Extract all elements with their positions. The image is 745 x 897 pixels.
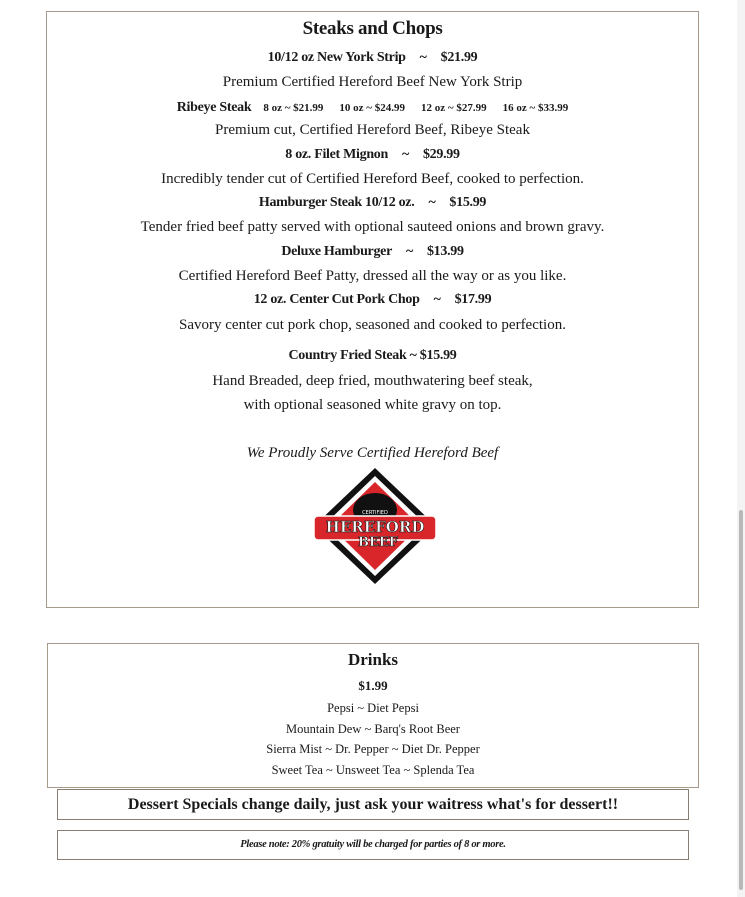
- menu-item-ny-strip: [47, 50, 698, 66]
- drinks-price: $1.99: [358, 678, 388, 693]
- gratuity-note: [57, 830, 689, 860]
- item-name: 12 oz. Center Cut Pork Chop: [253, 292, 420, 307]
- item-name: Hamburger Steak 10/12 oz.: [258, 195, 415, 210]
- tagline: We Proudly Serve Certified Hereford Beef: [246, 445, 499, 461]
- dessert-text: Dessert Specials change daily, just ask your waitress what's for dessert!!: [127, 796, 619, 813]
- item-description: Premium Certified Hereford Beef New York Strip: [222, 74, 523, 90]
- item-name: 8 oz. Filet Mignon: [285, 147, 388, 162]
- item-description: Incredibly tender cut of Certified Hereford Beef, cooked to perfection.: [161, 171, 584, 187]
- drink-row: Mountain Dew ~ Barq's Root Beer: [286, 722, 460, 736]
- item-name: 10/12 oz New York Strip: [267, 50, 406, 65]
- dessert-banner: [57, 789, 689, 820]
- menu-item-filet: [47, 147, 698, 163]
- item-name: Ribeye Steak: [176, 100, 252, 115]
- note-text: Please note: 20% gratuity will be charged for parties of 8 or more.: [240, 839, 506, 850]
- item-description: with optional seasoned white gravy on top.: [243, 397, 502, 413]
- section-title: Drinks: [347, 650, 399, 669]
- menu-item-pork-chop: [47, 292, 698, 308]
- ribeye-size-8oz: 8 oz ~ $21.99: [263, 102, 324, 114]
- item-price: $13.99: [426, 244, 464, 259]
- menu-item-ribeye: [47, 98, 698, 116]
- hereford-beef-logo: [310, 466, 440, 584]
- item-price: $15.99: [449, 195, 487, 210]
- logo-word-hereford: HEREFORD: [325, 518, 425, 536]
- item-name: Deluxe Hamburger: [281, 244, 392, 259]
- separator: ~: [428, 195, 436, 210]
- logo-top-text: CERTIFIED: [362, 510, 388, 516]
- item-price: $21.99: [440, 50, 478, 65]
- drinks-section: [47, 643, 699, 788]
- separator: ~: [402, 147, 409, 162]
- item-price: $29.99: [422, 147, 460, 162]
- drink-row: Pepsi ~ Diet Pepsi: [327, 701, 419, 715]
- separator: ~: [406, 244, 413, 259]
- drink-row: Sierra Mist ~ Dr. Pepper ~ Diet Dr. Pepper: [266, 742, 480, 756]
- menu-item-deluxe-hamburger: [47, 244, 698, 260]
- logo-word-beef: BEEF: [357, 535, 399, 550]
- item-description: Premium cut, Certified Hereford Beef, Ribeye Steak: [215, 122, 530, 138]
- item-description: Tender fried beef patty served with optional sauteed onions and brown gravy.: [140, 219, 605, 235]
- ribeye-size-12oz: 12 oz ~ $27.99: [421, 102, 487, 114]
- item-description: Savory center cut pork chop, seasoned and cooked to perfection.: [179, 317, 566, 333]
- menu-item-hamburger-steak: [47, 195, 698, 211]
- section-title: Steaks and Chops: [302, 18, 443, 39]
- item-description: Certified Hereford Beef Patty, dressed all the way or as you like.: [178, 268, 567, 284]
- ribeye-size-16oz: 16 oz ~ $33.99: [502, 102, 569, 114]
- drink-row: Sweet Tea ~ Unsweet Tea ~ Splenda Tea: [271, 763, 475, 777]
- separator: ~: [433, 292, 441, 307]
- item-description: Hand Breaded, deep fried, mouthwatering beef steak,: [212, 373, 533, 389]
- item-price: $17.99: [454, 292, 492, 307]
- menu-item-country-fried-steak: Country Fried Steak ~ $15.99: [288, 348, 457, 363]
- separator: ~: [419, 50, 427, 65]
- scrollbar-thumb[interactable]: [739, 510, 743, 890]
- ribeye-size-10oz: 10 oz ~ $24.99: [339, 102, 406, 114]
